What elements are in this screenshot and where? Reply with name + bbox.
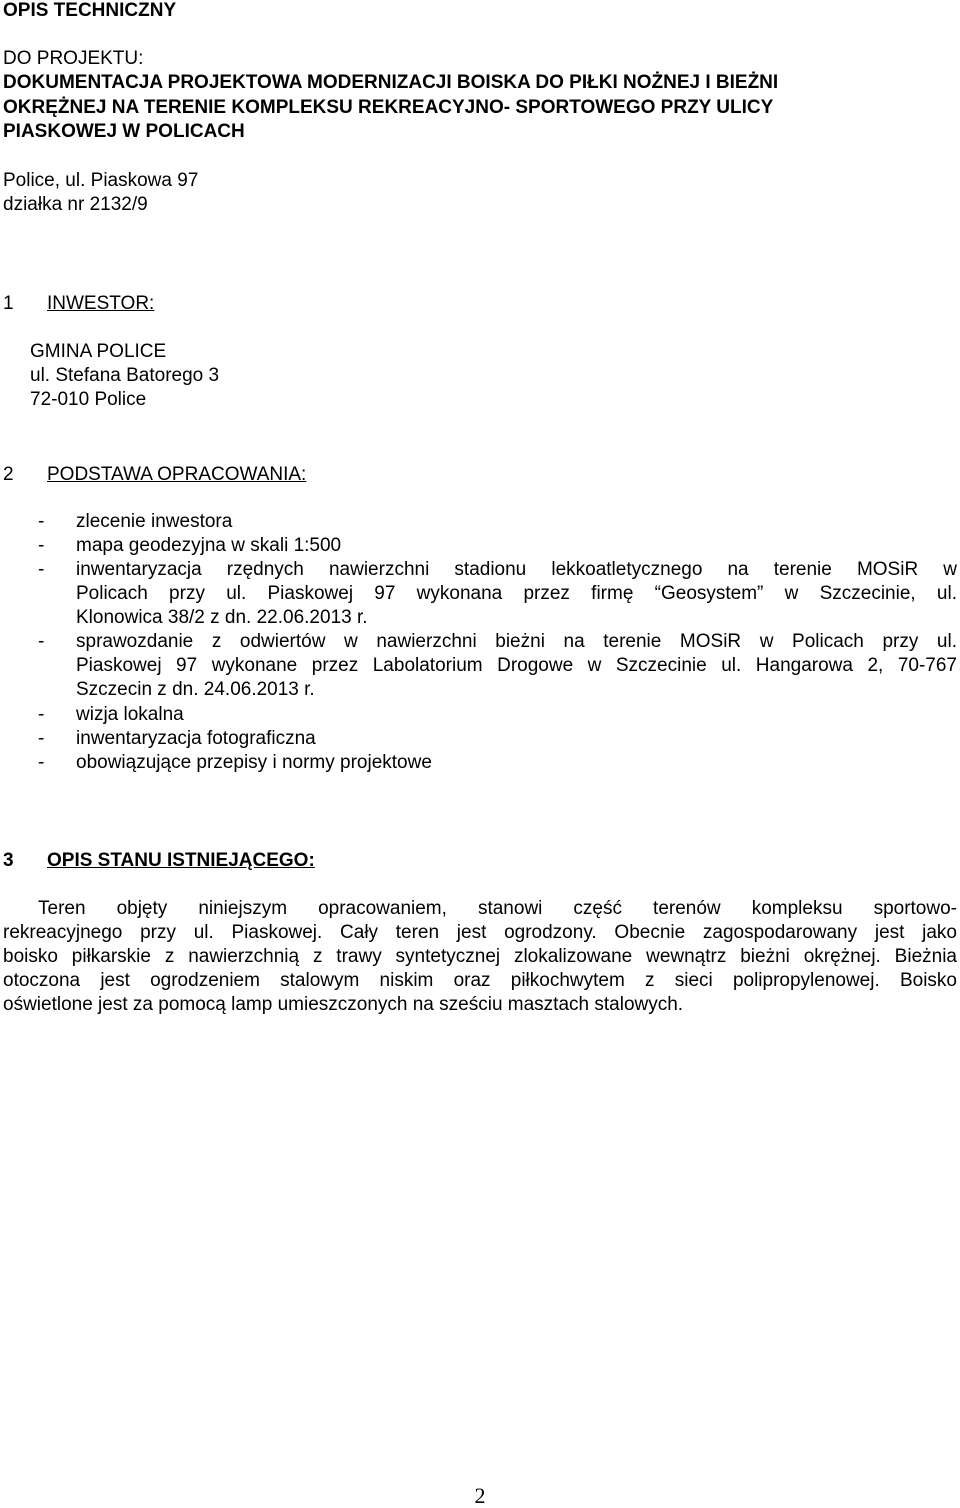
document-title: OPIS TECHNICZNY [3, 0, 177, 21]
project-label: DO PROJEKTU: [3, 48, 144, 69]
investor-line: GMINA POLICE [30, 341, 167, 362]
list-bullet: - [38, 728, 45, 749]
list-item-line: Policach przy ul. Piaskowej 97 wykonana przez firmę “Geosystem” w Szczecinie, ul. [76, 583, 957, 604]
list-item-line: Szczecin z dn. 24.06.2013 r. [76, 679, 315, 700]
investor-line: 72-010 Police [30, 389, 147, 410]
list-bullet: - [38, 704, 45, 725]
list-item-line: Piaskowej 97 wykonane przez Labolatorium Drogowe w Szczecinie ul. Hangarowa 2, 70-767 [76, 655, 957, 676]
description-paragraph [3, 897, 957, 1017]
list-item-line: Klonowica 38/2 z dn. 22.06.2013 r. [76, 607, 368, 628]
paragraph-line: rekreacyjnego przy ul. Piaskowej. Cały teren jest ogrodzony. Obecnie zagospodarowany jest jako [3, 922, 957, 943]
list-bullet: - [38, 511, 45, 532]
section-number: 2 [3, 464, 14, 485]
project-title-line: PIASKOWEJ W POLICACH [3, 121, 245, 142]
project-title-line: OKRĘŻNEJ NA TERENIE KOMPLEKSU REKREACYJNO- SPORTOWEGO PRZY ULICY [3, 97, 774, 118]
list-bullet: - [38, 535, 45, 556]
paragraph-line: Teren objęty niniejszym opracowaniem, stanowi część terenów kompleksu sportowo- [38, 898, 957, 919]
location-line: Police, ul. Piaskowa 97 [3, 170, 199, 191]
paragraph-line: otoczona jest ogrodzeniem stalowym niskim oraz piłkochwytem z sieci polipropylenowej. Boisko [3, 970, 957, 991]
list-item: obowiązujące przepisy i normy projektowe [76, 752, 432, 773]
list-item: inwentaryzacja fotograficzna [76, 728, 316, 749]
list-item: wizja lokalna [76, 704, 184, 725]
section-number: 1 [3, 293, 14, 314]
section-heading-investor: INWESTOR: [47, 293, 155, 314]
list-item-line: sprawozdanie z odwiertów w nawierzchni bieżni na terenie MOSiR w Policach przy ul. [76, 631, 957, 652]
investor-line: ul. Stefana Batorego 3 [30, 365, 220, 386]
section-number: 3 [3, 850, 14, 871]
list-item: zlecenie inwestora [76, 511, 233, 532]
paragraph-line: oświetlone jest za pomocą lamp umieszczonych na sześciu masztach stalowych. [3, 994, 684, 1015]
list-bullet: - [38, 631, 45, 652]
list-bullet: - [38, 559, 45, 580]
location-line: działka nr 2132/9 [3, 194, 148, 215]
section-heading-basis: PODSTAWA OPRACOWANIA: [47, 464, 307, 485]
section-heading-existing-state: OPIS STANU ISTNIEJĄCEGO: [47, 850, 315, 871]
list-item-line: inwentaryzacja rzędnych nawierzchni stadionu lekkoatletycznego na terenie MOSiR w [76, 559, 957, 580]
project-title-line: DOKUMENTACJA PROJEKTOWA MODERNIZACJI BOISKA DO PIŁKI NOŻNEJ I BIEŻNI [3, 72, 779, 93]
page-number: 2 [474, 1483, 486, 1508]
list-item: mapa geodezyjna w skali 1:500 [76, 535, 342, 556]
paragraph-line: boisko piłkarskie z nawierzchnią z trawy syntetycznej zlokalizowane wewnątrz bieżni okrężnej. Bieżnia [3, 946, 957, 967]
list-bullet: - [38, 752, 45, 773]
